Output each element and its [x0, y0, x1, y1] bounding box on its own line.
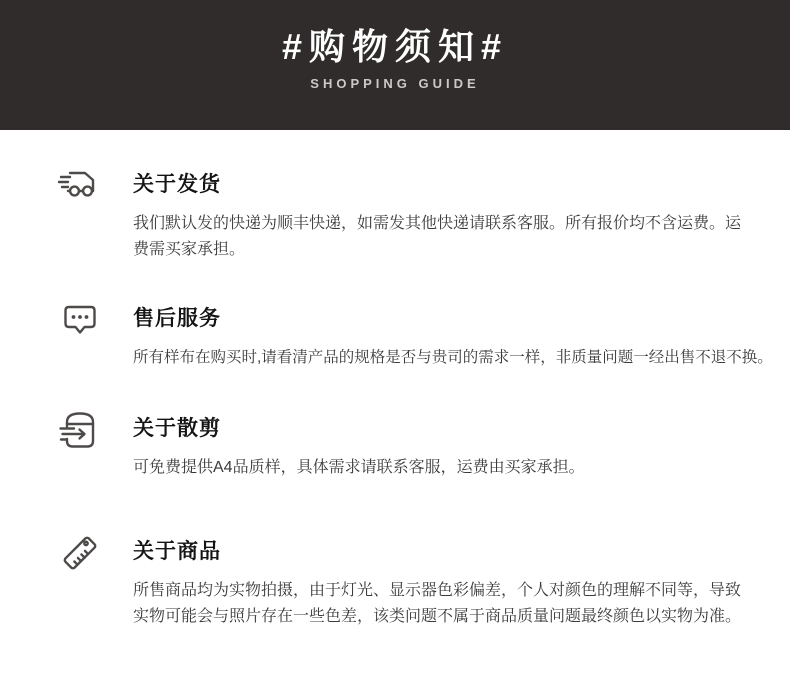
section-after-sales	[57, 297, 790, 371]
section-product-title: 关于商品	[133, 540, 221, 563]
section-shipping	[57, 163, 790, 263]
section-product	[57, 530, 790, 630]
section-cut-sample-body: 可免费提供A4品质样，具体需求请联系客服，运费由买家承担。	[133, 459, 585, 476]
section-cut-sample-title: 关于散剪	[133, 417, 221, 440]
section-after-sales-content	[133, 297, 773, 371]
section-shipping-title: 关于发货	[133, 173, 221, 196]
section-product-content	[133, 530, 751, 630]
header-banner	[0, 0, 790, 130]
delivery-truck-icon	[57, 163, 103, 209]
section-cut-sample	[57, 407, 790, 481]
section-after-sales-body: 所有样布在购买时,请看清产品的规格是否与贵司的需求一样，非质量问题一经出售不退不换。	[133, 349, 773, 366]
page-title: #购物须知#	[281, 26, 509, 67]
section-after-sales-title: 售后服务	[133, 307, 221, 330]
ruler-icon	[57, 530, 103, 576]
section-shipping-body: 我们默认发的快递为顺丰快递，如需发其他快递请联系客服。所有报价均不含运费。运费需买家承担。	[133, 215, 742, 258]
page-subtitle: SHOPPING GUIDE	[310, 76, 480, 91]
section-shipping-content	[133, 163, 751, 263]
section-product-body: 所售商品均为实物拍摄，由于灯光、显示器色彩偏差，个人对颜色的理解不同等，导致实物可能会与照片存在一些色差，该类问题不属于商品质量问题最终颜色以实物为准。	[133, 582, 742, 625]
section-cut-sample-content	[133, 407, 585, 481]
sample-box-arrow-icon	[57, 407, 103, 453]
chat-bubble-icon	[57, 297, 103, 343]
guide-sections	[0, 163, 790, 630]
